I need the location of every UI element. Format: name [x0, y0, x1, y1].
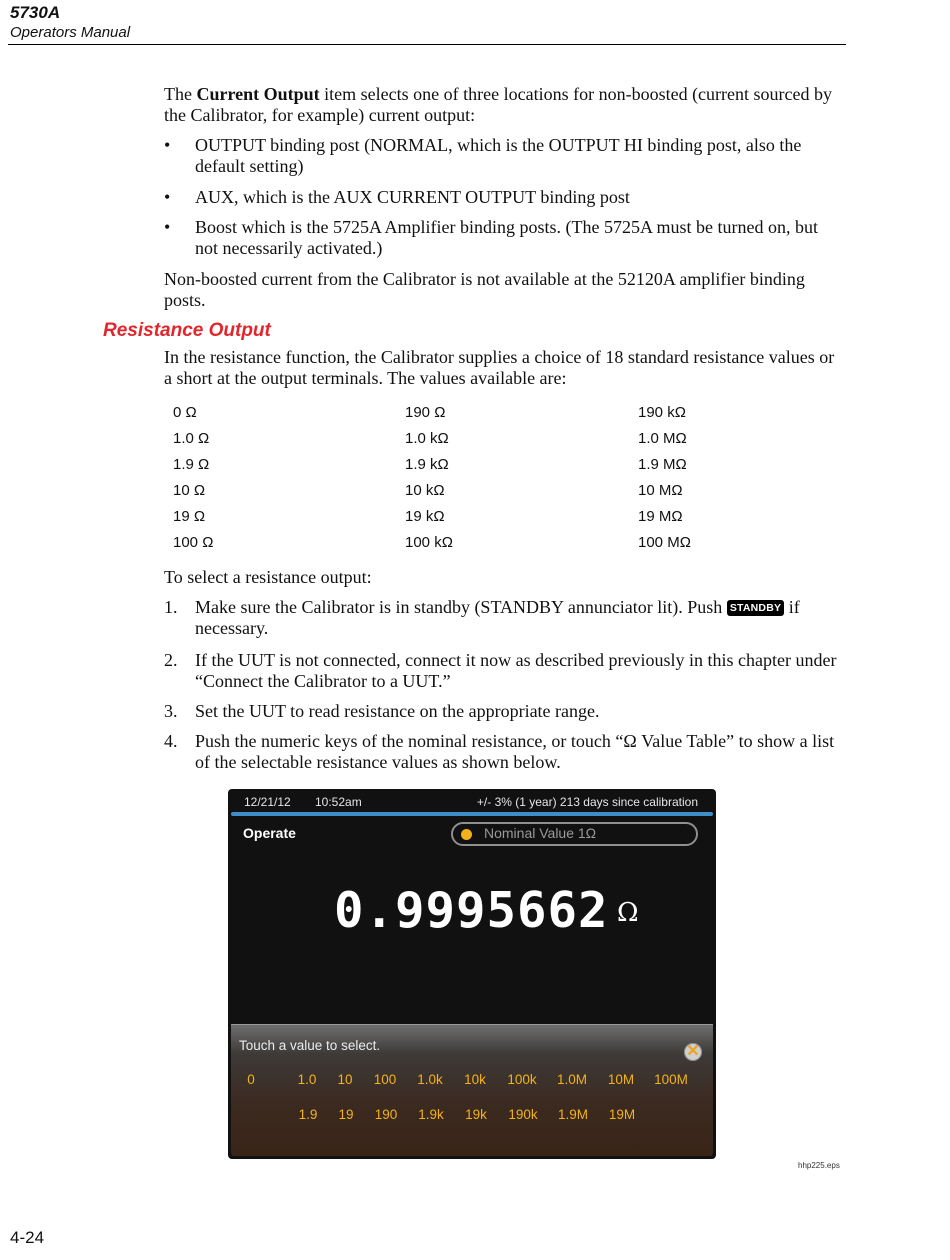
bullet-text: Boost which is the 5725A Amplifier binding posts. (The 5725A must be turned on, but not necessarily activated.) [195, 217, 818, 258]
value-option[interactable]: 190k [508, 1107, 538, 1122]
step-text: Set the UUT to read resistance on the appropriate range. [195, 701, 600, 721]
manual-subtitle: Operators Manual [10, 24, 131, 41]
resistance-value: 100 Ω [173, 534, 214, 551]
figure-label: hhp225.eps [798, 1161, 840, 1170]
select-intro: To select a resistance output: [164, 567, 372, 587]
resistance-value: 1.0 kΩ [405, 430, 449, 447]
output-reading: 0.9995662 [334, 882, 609, 939]
step-item [164, 701, 844, 722]
resistance-value: 1.9 MΩ [638, 456, 687, 473]
value-option[interactable]: 10M [607, 1072, 635, 1087]
step-text: If the UUT is not connected, connect it now as described previously in this chapter under “Connect the Calibrator to a UUT.” [195, 650, 837, 691]
standby-key: STANDBY [727, 600, 784, 616]
value-option[interactable]: 1.9k [418, 1107, 444, 1122]
step-item [164, 597, 844, 639]
value-option[interactable]: 1.0k [417, 1072, 443, 1087]
resistance-value: 10 MΩ [638, 482, 683, 499]
resistance-value: 1.0 Ω [173, 430, 210, 447]
value-option[interactable]: 190 [374, 1107, 398, 1122]
resistance-value: 19 Ω [173, 508, 206, 525]
current-output-paragraph [164, 84, 844, 126]
bullet-symbol: • [164, 135, 171, 155]
operate-mode-label: Operate [243, 825, 296, 841]
select-prompt: Touch a value to select. [239, 1038, 381, 1053]
bullet-item [164, 187, 844, 208]
header-rule [8, 44, 846, 45]
value-select-panel [231, 1024, 713, 1156]
value-option[interactable]: 1.0M [556, 1072, 588, 1087]
screen-date: 12/21/12 [244, 795, 291, 809]
close-icon: ✕ [686, 1043, 700, 1060]
value-option[interactable]: 19M [608, 1107, 636, 1122]
resistance-value: 1.0 MΩ [638, 430, 687, 447]
non-boosted-note: Non-boosted current from the Calibrator is not available at the 52120A amplifier binding posts. [164, 269, 805, 310]
value-option[interactable]: 100M [654, 1072, 688, 1087]
value-option[interactable]: 1.9 [298, 1107, 318, 1122]
status-bar-divider [231, 812, 713, 816]
resistance-value: 19 kΩ [405, 508, 445, 525]
resistance-value: 0 Ω [173, 404, 197, 421]
resistance-value: 10 kΩ [405, 482, 445, 499]
intro-pre: The [164, 84, 197, 104]
step-item [164, 650, 844, 692]
value-option[interactable]: 100 [373, 1072, 397, 1087]
manual-title: 5730A [10, 3, 61, 22]
step-text [195, 597, 844, 639]
bullet-item [164, 135, 844, 177]
bullet-symbol: • [164, 187, 171, 207]
resistance-intro: In the resistance function, the Calibrator supplies a choice of 18 standard resistance values or a short at the output terminals. The values available are: [164, 347, 835, 388]
value-option[interactable]: 10 [337, 1072, 353, 1087]
nominal-value-field[interactable] [451, 822, 698, 846]
step-text-post: if necessary. [195, 597, 800, 638]
screen-time: 10:52am [315, 795, 362, 809]
value-option[interactable]: 19 [338, 1107, 354, 1122]
bullet-text: OUTPUT binding post (NORMAL, which is the OUTPUT HI binding post, also the default setting) [195, 135, 802, 176]
resistance-value: 19 MΩ [638, 508, 683, 525]
step-number: 2. [164, 650, 178, 670]
resistance-value: 1.9 Ω [173, 456, 210, 473]
step-text: Push the numeric keys of the nominal resistance, or touch “Ω Value Table” to show a list of the selectable resistance values as shown below. [195, 731, 835, 772]
reading-unit: Ω [617, 898, 639, 928]
step-number: 1. [164, 597, 178, 617]
calibration-status: +/- 3% (1 year) 213 days since calibration [476, 795, 698, 809]
page-number: 4-24 [10, 1228, 45, 1247]
resistance-value: 1.9 kΩ [405, 456, 449, 473]
value-option[interactable]: 1.9M [557, 1107, 589, 1122]
nominal-value-text: Nominal Value 1Ω [484, 825, 597, 841]
value-option[interactable]: 100k [507, 1072, 537, 1087]
section-heading: Resistance Output [103, 320, 271, 341]
value-option[interactable]: 0 [247, 1072, 255, 1087]
calibrator-screen [228, 789, 716, 1159]
resistance-value: 100 MΩ [638, 534, 691, 551]
step-item [164, 731, 844, 773]
intro-bold-term: Current Output [196, 84, 320, 104]
step-number: 4. [164, 731, 178, 751]
resistance-value: 10 Ω [173, 482, 206, 499]
close-button[interactable] [684, 1043, 702, 1061]
bullet-item [164, 217, 844, 259]
value-option[interactable]: 19k [465, 1107, 487, 1122]
bullet-text: AUX, which is the AUX CURRENT OUTPUT binding post [195, 187, 630, 207]
bullet-symbol: • [164, 217, 171, 237]
resistance-value: 190 kΩ [638, 404, 686, 421]
step-text-pre: Make sure the Calibrator is in standby (STANDBY annunciator lit). Push [195, 597, 727, 617]
value-option[interactable]: 1.0 [297, 1072, 317, 1087]
resistance-value: 100 kΩ [405, 534, 453, 551]
status-dot-icon [461, 829, 472, 840]
value-option[interactable]: 10k [464, 1072, 486, 1087]
resistance-value: 190 Ω [405, 404, 446, 421]
step-number: 3. [164, 701, 178, 721]
intro-post: item selects one of three locations for non-boosted (current sourced by the Calibrator, for example) current output: [164, 84, 833, 125]
